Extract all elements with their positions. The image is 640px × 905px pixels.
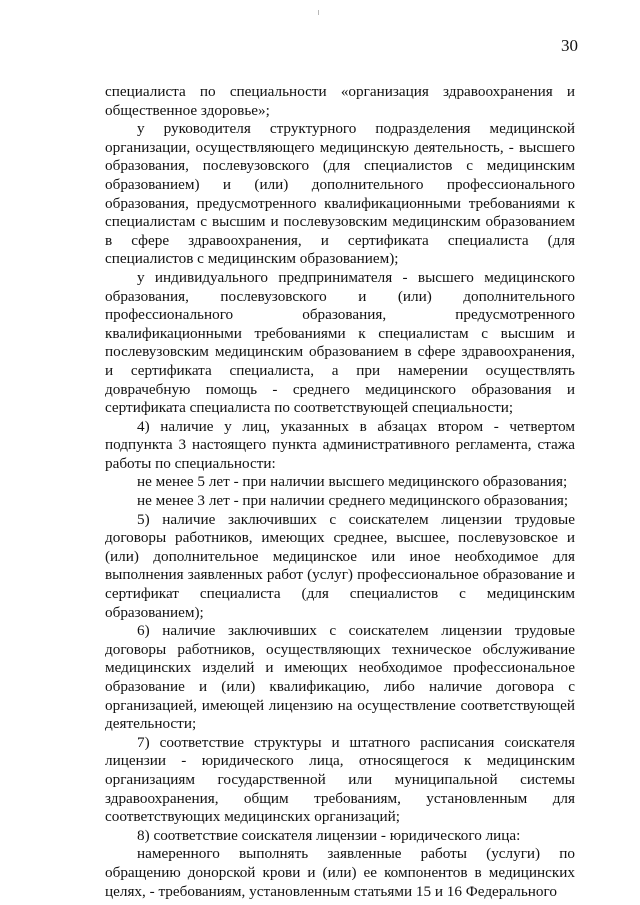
paragraph: 8) соответствие соискателя лицензии - юридического лица: [137,826,521,844]
paragraph: у руководителя структурного подразделения медицинской организации, осуществляющего медицинскую деятельность, - высшего образования, послевузовского (для специалистов с медицинским образованием) и (или) дополнительного профессионального образования, предусмотренного квалификационными требованиями к специалистам с высшим и послевузовским медицинским образованием в сфере здравоохранения, и сертификата специалиста (для специалистов с медицинским образованием); [105,120,575,268]
page-number: 30 [561,36,578,55]
paragraph: 7) соответствие структуры и штатного расписания соискателя лицензии - юридического лица, относящегося к медицинским организациям государственной или муниципальной системы здравоохранения, общим требованиям, установленным для соответствующих медицинских организаций; [105,733,575,826]
document-body [105,83,575,901]
paragraph: у индивидуального предпринимателя - высшего медицинского образования, послевузовского и (или) дополнительного профессионального образования, предусмотренного квалификационными требованиями к специалистам с высшим и послевузовским медицинским образованием в сфере здравоохранения, и сертификата специалиста, а при намерении осуществлять доврачебную помощь - среднего медицинского образования и сертификата специалиста по соответствующей специальности; [105,268,575,417]
paragraph: 6) наличие заключивших с соискателем лицензии трудовые договоры работников, осуществляющих техническое обслуживание медицинских изделий и имеющих необходимое профессиональное образование и (или) квалификацию, либо наличие договора с организацией, имеющей лицензию на осуществление соответствующей деятельности; [105,622,575,733]
paragraph: 4) наличие у лиц, указанных в абзацах втором - четвертом подпункта 3 настоящего пункта административного регламента, стажа работы по специальности: [105,417,575,472]
paragraph: не менее 5 лет - при наличии высшего медицинского образования; [137,473,568,491]
scan-mark [318,10,319,15]
paragraph: намеренного выполнять заявленные работы (услуги) по обращению донорской крови и (или) ее компонентов в медицинских целях, - требованиям, установленным статьями 15 и 16 Федерального [105,845,575,900]
paragraph: 5) наличие заключивших с соискателем лицензии трудовые договоры работников, имеющих среднее, высшее, послевузовское и (или) дополнительное медицинское или иное необходимое для выполнения заявленных работ (услуг) профессиональное образование и сертификат специалиста (для специалистов с медицинским образованием); [105,510,575,621]
paragraph: специалиста по специальности «организация здравоохранения и общественное здоровье»; [105,83,575,119]
paragraph: не менее 3 лет - при наличии среднего медицинского образования; [137,492,569,510]
